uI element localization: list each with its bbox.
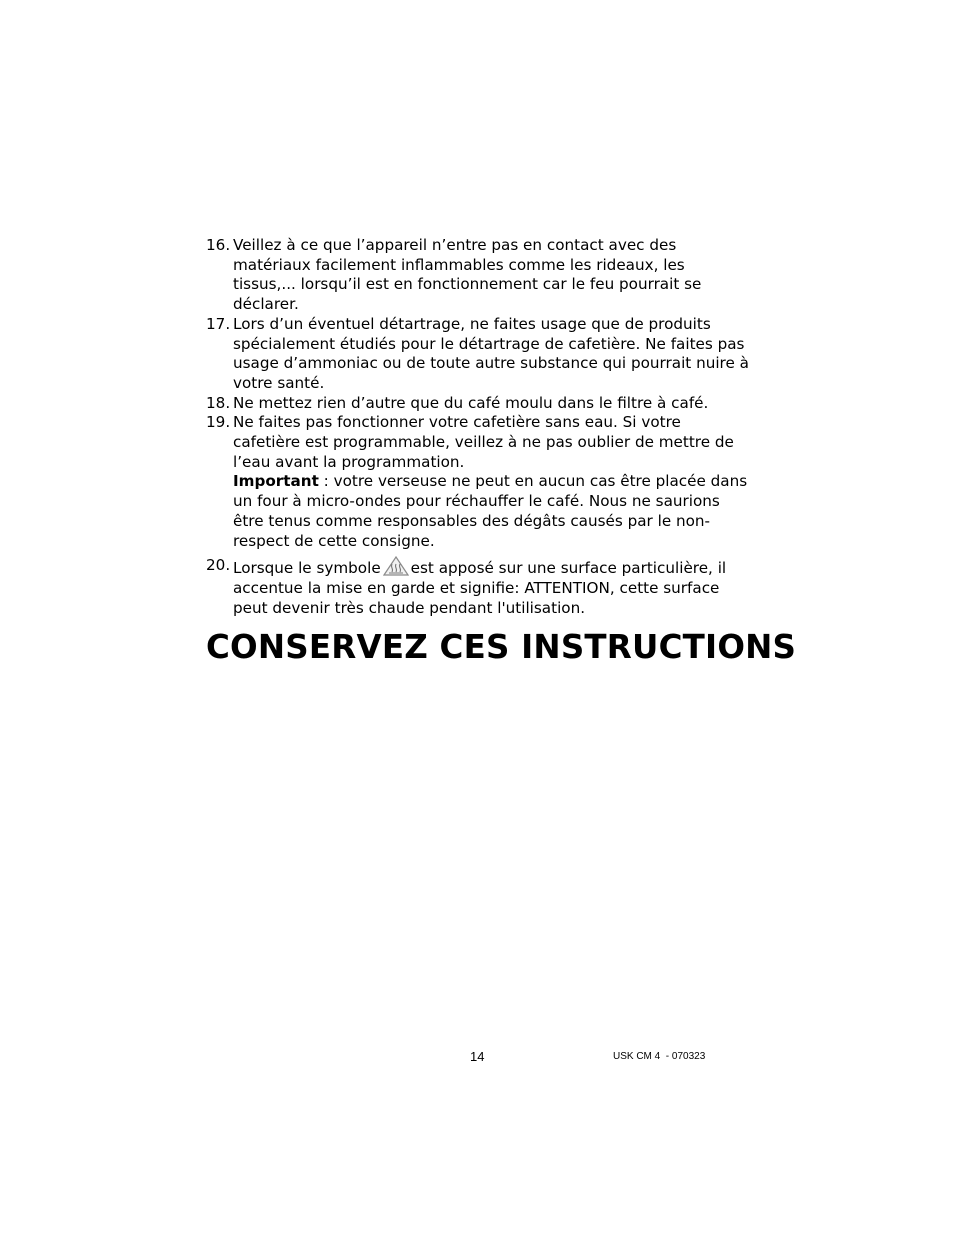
- important-note: [233, 472, 751, 551]
- document-code: USK CM 4 - 070323: [613, 1051, 706, 1062]
- page-title: CONSERVEZ CES INSTRUCTIONS: [206, 628, 797, 666]
- list-item: [206, 315, 751, 394]
- important-label: Important: [233, 472, 319, 491]
- list-item: [206, 394, 751, 414]
- item-text: [233, 556, 751, 618]
- text-after-icon: est apposé sur une surface particulière, il accentue la mise en garde et signifie: ATTENTION, cette surface peut devenir très chaude pendant l'utilisation.: [233, 559, 727, 617]
- item-number: 16.: [206, 236, 231, 254]
- item-text: Veillez à ce que l’appareil n’entre pas en contact avec des matériaux facilement inflammables comme les rideaux, les tissus,... lorsqu’il est en fonctionnement car le feu pourrait se déclarer.: [233, 236, 702, 314]
- safety-instructions-list: [206, 236, 751, 618]
- hot-surface-warning-icon: [383, 556, 409, 576]
- item-number: 20.: [206, 556, 231, 575]
- important-note-text: : votre verseuse ne peut en aucun cas être placée dans un four à micro-ondes pour réchauffer le café. Nous ne saurions être tenus comme responsables des dégâts causés par le non-respect de cette consigne.: [233, 472, 748, 550]
- item-number: 17.: [206, 314, 231, 333]
- text-before-icon: Lorsque le symbole: [233, 559, 381, 578]
- item-text: Ne faites pas fonctionner votre cafetière sans eau. Si votre cafetière est programmable, veillez à ne pas oublier de mettre de l’eau avant la programmation.: [233, 413, 734, 471]
- page-number: 14: [470, 1049, 485, 1064]
- item-text: Lors d’un éventuel détartrage, ne faites usage que de produits spécialement étudiés pour le détartrage de cafetière. Ne faites pas usage d’ammoniac ou de toute autre substance qui pourrait nuire à votre santé.: [233, 314, 749, 392]
- list-item: [206, 236, 751, 315]
- item-number: 19.: [206, 413, 231, 432]
- item-text: Ne mettez rien d’autre que du café moulu dans le filtre à café.: [233, 393, 709, 412]
- item-number: 18.: [206, 393, 231, 412]
- list-item: [206, 556, 751, 618]
- list-item: [206, 413, 751, 551]
